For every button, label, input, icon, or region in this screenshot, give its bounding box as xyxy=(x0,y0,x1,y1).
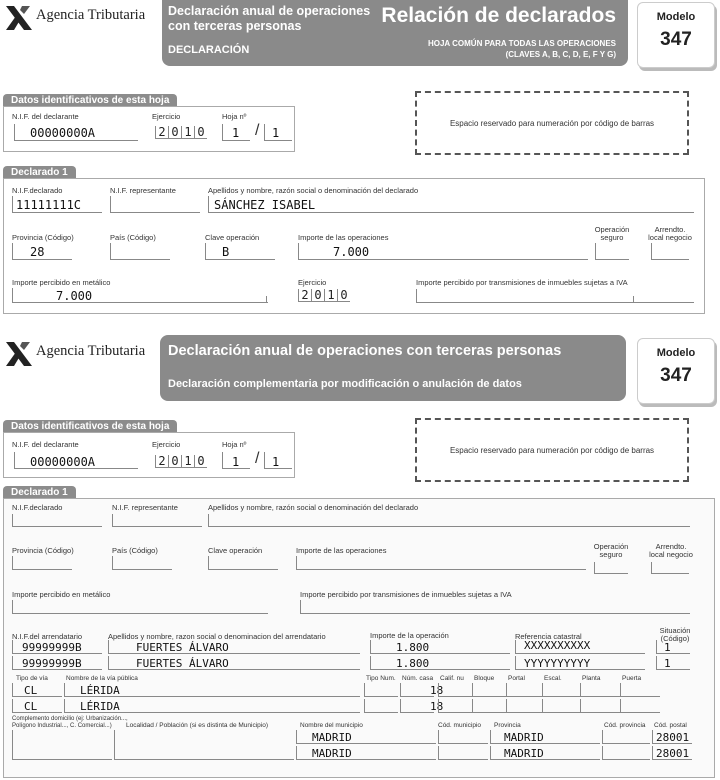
ref-catastral-value: YYYYYYYYYY xyxy=(524,657,591,670)
ejercicio-digit: 1 xyxy=(181,126,194,139)
tipo-num-field[interactable] xyxy=(364,699,398,713)
nif-declarante-label: N.I.F. del declarante xyxy=(12,440,79,449)
clave-field[interactable] xyxy=(205,243,275,260)
puerta-label: Puerta xyxy=(622,675,642,682)
apellidos-field[interactable] xyxy=(208,514,690,527)
metalico-field[interactable] xyxy=(12,600,268,614)
localidad-label: Localidad / Población (si es distinta de Municipio) xyxy=(126,722,268,729)
transmisiones-field[interactable] xyxy=(300,600,690,614)
declarado-tab: Declarado 1 xyxy=(3,166,76,179)
nif-representante-field[interactable] xyxy=(110,196,200,213)
op-seguro-label: Operación seguro xyxy=(593,542,629,559)
cod-postal-value: 28001 xyxy=(656,747,690,760)
nombre-via-value: LÉRIDA xyxy=(80,700,120,713)
cod-municipio-label: Cód. municipio xyxy=(438,722,481,729)
logo-text: Agencia Tributaria xyxy=(36,7,146,23)
header-subtitle-left: DECLARACIÓN xyxy=(168,44,250,56)
importe-label: Importe de las operaciones xyxy=(298,233,389,242)
cod-municipio-field[interactable] xyxy=(438,746,488,760)
cod-postal-label: Cód. postal xyxy=(654,722,687,729)
situacion-field[interactable] xyxy=(656,656,690,670)
hoja-total-value: 1 xyxy=(272,455,280,469)
ref-catastral-label: Referencia catastral xyxy=(515,632,582,641)
apellidos-label: Apellidos y nombre, razón social o denominación del declarado xyxy=(208,503,419,512)
complemento-label-2: Polígono Industrial..., C. Comercial...) xyxy=(12,723,112,729)
transmisiones-label: Importe percibido por transmisiones de inmuebles sujetas a IVA xyxy=(300,590,512,599)
nif-representante-field[interactable] xyxy=(112,514,202,527)
tipo-num-label: Tipo Num. xyxy=(366,675,396,682)
num-casa-field[interactable] xyxy=(400,683,434,697)
puerta-field[interactable] xyxy=(620,699,660,713)
pais-label: País (Código) xyxy=(112,546,158,555)
barcode-space: Espacio reservado para numeración por código de barras xyxy=(415,91,689,155)
hoja-slash: / xyxy=(255,450,260,467)
hoja-total-value: 1 xyxy=(272,126,280,140)
planta-label: Planta xyxy=(582,675,601,682)
arrendto-field[interactable] xyxy=(651,243,689,260)
clave-label: Clave operación xyxy=(208,546,263,555)
cod-municipio-field[interactable] xyxy=(438,730,488,744)
complemento-label-1: Complemento domicilio (ej: Urbanización..., xyxy=(12,716,128,722)
ejercicio-label: Ejercicio xyxy=(152,440,181,449)
provincia-label: Provincia (Código) xyxy=(12,546,74,555)
nombre-municipio-value: MADRID xyxy=(312,747,352,760)
provincia-2-value: MADRID xyxy=(504,731,544,744)
nombre-arrendatario-value: FUERTES ÁLVARO xyxy=(136,641,229,654)
escal-field[interactable] xyxy=(542,683,580,697)
header-title-right: Relación de declarados xyxy=(381,4,616,27)
cod-provincia-field[interactable] xyxy=(602,730,650,744)
header-note-1: HOJA COMÚN PARA TODAS LAS OPERACIONES xyxy=(427,39,616,48)
op-seguro-label: Operación seguro xyxy=(594,225,630,242)
situacion-label: Situación (Código) xyxy=(659,626,691,643)
nif-declarado-label: N.I.F.declarado xyxy=(12,186,63,195)
ejercicio-digit: 0 xyxy=(168,126,181,139)
ejercicio-digit: 1 xyxy=(324,289,337,302)
header-subtitle: Declaración complementaria por modificación o anulación de datos xyxy=(168,378,522,390)
transmisiones-tick xyxy=(633,296,634,303)
num-casa-value: 18 xyxy=(430,700,444,713)
localidad-field[interactable] xyxy=(114,730,294,760)
metalico-label: Importe percibido en metálico xyxy=(12,278,111,287)
ejercicio-digit: 2 xyxy=(155,126,168,139)
pais-field[interactable] xyxy=(110,243,170,260)
ejercicio-digit: 2 xyxy=(298,289,311,302)
nombre-via-value: LÉRIDA xyxy=(80,684,120,697)
escal-field[interactable] xyxy=(542,699,580,713)
hoja-slash: / xyxy=(255,122,260,139)
escal-label: Escal. xyxy=(544,675,562,682)
nombre-municipio-label: Nombre del municipio xyxy=(300,722,363,729)
importe-operacion-value: 1.800 xyxy=(396,641,430,654)
arrendto-label: Arrendto. local negocio xyxy=(649,542,693,559)
nif-arrendatario-value: 99999999B xyxy=(22,657,82,670)
ref-catastral-value: XXXXXXXXXX xyxy=(524,639,591,652)
importe-operacion-field[interactable] xyxy=(370,656,510,670)
importe-operacion-value: 1.800 xyxy=(396,657,430,670)
nif-arrendatario-label: N.I.F.del arrendatario xyxy=(12,632,83,641)
modelo-label: Modelo xyxy=(656,11,696,23)
ejercicio-field[interactable] xyxy=(155,126,207,139)
tipo-via-value: CL xyxy=(24,684,38,697)
ejercicio-digit: 0 xyxy=(337,289,350,302)
tipo-via-label: Tipo de vía xyxy=(16,675,48,682)
modelo-number: 347 xyxy=(660,365,692,386)
portal-field[interactable] xyxy=(506,683,542,697)
arrendto-label: Arrendto. local negocio xyxy=(648,225,692,242)
agencia-tributaria-logo-icon xyxy=(4,340,34,368)
nif-declarante-label: N.I.F. del declarante xyxy=(12,112,79,121)
metalico-label: Importe percibido en metálico xyxy=(12,590,111,599)
header-title: Declaración anual de operaciones con terceras personas xyxy=(168,343,562,359)
apellidos-value: SÁNCHEZ ISABEL xyxy=(214,198,316,212)
situacion-field[interactable] xyxy=(656,640,690,654)
calif-nu-field[interactable] xyxy=(438,683,472,697)
form-header xyxy=(162,0,628,66)
ejercicio-digit: 0 xyxy=(194,126,207,139)
num-casa-field[interactable] xyxy=(400,699,434,713)
calif-nu-label: Calif. nu xyxy=(440,675,464,682)
clave-field[interactable] xyxy=(208,556,278,570)
importe-field[interactable] xyxy=(296,556,586,570)
provincia-field[interactable] xyxy=(12,556,72,570)
metalico-field[interactable] xyxy=(12,302,268,303)
ejercicio-label: Ejercicio xyxy=(152,112,181,121)
barcode-space: Espacio reservado para numeración por código de barras xyxy=(415,418,689,482)
importe-label: Importe de las operaciones xyxy=(296,546,387,555)
provincia-value: 28 xyxy=(30,245,45,259)
ejercicio-field[interactable] xyxy=(155,455,207,468)
transmisiones-field[interactable] xyxy=(416,289,694,303)
cod-postal-value: 28001 xyxy=(656,731,690,744)
metalico-value: 7.000 xyxy=(56,289,93,303)
bloque-label: Bloque xyxy=(474,675,495,682)
nif-declarado-label: N.I.F.declarado xyxy=(12,503,63,512)
op-seguro-field[interactable] xyxy=(595,243,629,260)
nombre-via-label: Nombre de la vía pública xyxy=(66,675,138,682)
ident-tab: Datos identificativos de esta hoja xyxy=(3,94,177,107)
ejercicio-digit: 0 xyxy=(194,455,207,468)
bloque-field[interactable] xyxy=(472,699,506,713)
ejercicio-digit: 0 xyxy=(168,455,181,468)
apellidos-label: Apellidos y nombre, razón social o denominación del declarado xyxy=(208,186,419,195)
provincia-2-label: Provincia xyxy=(494,722,521,729)
planta-field[interactable] xyxy=(580,699,620,713)
nif-declarado-field[interactable] xyxy=(12,514,102,527)
ejercicio-digit: 2 xyxy=(155,455,168,468)
clave-label: Clave operación xyxy=(205,233,260,242)
pais-label: País (Código) xyxy=(110,233,156,242)
calif-nu-field[interactable] xyxy=(438,699,472,713)
bloque-field[interactable] xyxy=(472,683,506,697)
logo-text: Agencia Tributaria xyxy=(36,343,146,359)
nif-arrendatario-value: 99999999B xyxy=(22,641,82,654)
nombre-municipio-value: MADRID xyxy=(312,731,352,744)
importe-operacion-field[interactable] xyxy=(370,640,510,654)
importe-operacion-label: Importe de la operación xyxy=(370,631,449,640)
portal-label: Portal xyxy=(508,675,525,682)
apellidos-arrendatario-label: Apellidos y nombre, razon social o denominacion del arrendatario xyxy=(108,632,326,641)
clave-value: B xyxy=(222,245,230,259)
puerta-field[interactable] xyxy=(620,683,660,697)
hoja-value: 1 xyxy=(232,455,240,469)
transmisiones-label: Importe percibido por transmisiones de inmuebles sujetas a IVA xyxy=(416,278,628,287)
agencia-tributaria-logo-icon xyxy=(4,4,34,32)
metalico-field-left xyxy=(12,288,13,303)
ident-tab: Datos identificativos de esta hoja xyxy=(3,420,177,433)
header-note-2: (CLAVES A, B, C, D, E, F Y G) xyxy=(505,50,616,59)
situacion-value: 1 xyxy=(664,657,671,670)
arrendto-field[interactable] xyxy=(651,562,689,574)
nif-declarado-value: 11111111C xyxy=(16,198,82,212)
ejercicio-declarado-label: Ejercicio xyxy=(298,278,327,287)
op-seguro-field[interactable] xyxy=(594,562,628,574)
ejercicio-digit: 1 xyxy=(181,455,194,468)
cod-provincia-field[interactable] xyxy=(602,746,650,760)
declarado-tab: Declarado 1 xyxy=(3,486,76,499)
ejercicio-declarado-field[interactable] xyxy=(298,289,350,302)
hoja-label: Hoja nº xyxy=(222,440,247,449)
nombre-arrendatario-value: FUERTES ÁLVARO xyxy=(136,657,229,670)
cod-provincia-label: Cód. provincia xyxy=(604,722,646,729)
nif-declarante-value: 00000000A xyxy=(30,455,96,469)
num-casa-value: 18 xyxy=(430,684,444,697)
pais-field[interactable] xyxy=(112,556,172,570)
header-title-left: Declaración anual de operaciones con terceras personas xyxy=(168,4,371,33)
modelo-box xyxy=(637,338,715,404)
modelo-number: 347 xyxy=(660,29,692,50)
situacion-value: 1 xyxy=(664,641,671,654)
provincia-label: Provincia (Código) xyxy=(12,233,74,242)
tipo-via-value: CL xyxy=(24,700,38,713)
nif-representante-label: N.I.F. representante xyxy=(112,503,178,512)
form-header xyxy=(160,335,626,401)
importe-value: 7.000 xyxy=(333,245,370,259)
num-casa-label: Núm. casa xyxy=(402,675,434,682)
nif-representante-label: N.I.F. representante xyxy=(110,186,176,195)
planta-field[interactable] xyxy=(580,683,620,697)
ejercicio-digit: 0 xyxy=(311,289,324,302)
provincia-2-value: MADRID xyxy=(504,747,544,760)
hoja-value: 1 xyxy=(232,126,240,140)
tipo-num-field[interactable] xyxy=(364,683,398,697)
complemento-field[interactable] xyxy=(12,730,112,760)
modelo-box xyxy=(637,2,715,68)
modelo-label: Modelo xyxy=(656,347,696,359)
nif-declarante-value: 00000000A xyxy=(30,126,96,140)
portal-field[interactable] xyxy=(506,699,542,713)
metalico-field-right xyxy=(266,296,267,303)
hoja-label: Hoja nº xyxy=(222,112,247,121)
